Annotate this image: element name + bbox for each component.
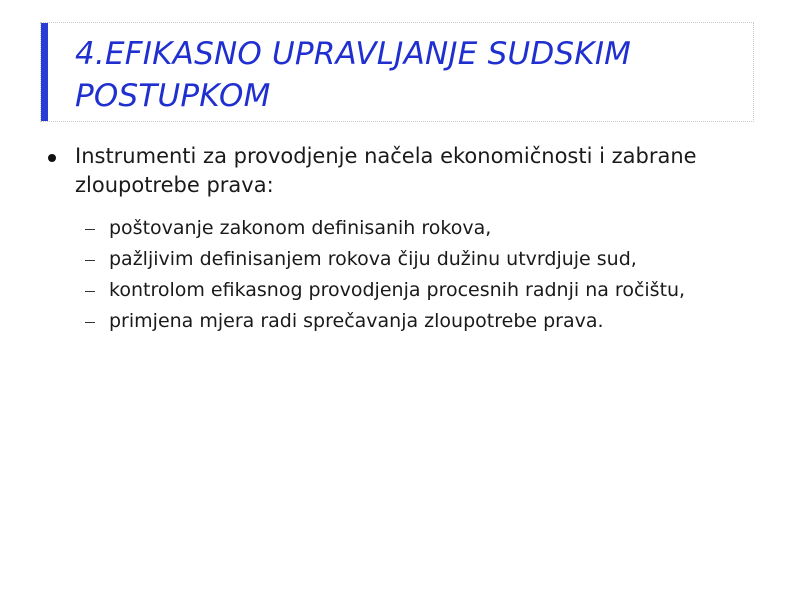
- title-box: [40, 22, 754, 122]
- list-item: [48, 216, 748, 241]
- title-accent-bar: [41, 23, 48, 121]
- list-item: [48, 278, 748, 303]
- dash-icon: [85, 291, 95, 292]
- list-item: [48, 309, 748, 334]
- bullet-dot-icon: [48, 154, 56, 162]
- sub-item-text: primjena mjera radi sprečavanja zloupotrebe prava.: [109, 310, 604, 332]
- list-item: [48, 247, 748, 272]
- dash-icon: [85, 229, 95, 230]
- dash-icon: [85, 260, 95, 261]
- sub-item-text: pažljivim definisanjem rokova čiju dužinu utvrdjuje sud,: [109, 248, 637, 270]
- main-bullet-text: Instrumenti za provodjenje načela ekonomičnosti i zabrane zloupotrebe prava:: [75, 144, 697, 197]
- dash-icon: [85, 322, 95, 323]
- sub-item-text: poštovanje zakonom definisanih rokova,: [109, 217, 492, 239]
- main-bullet: [48, 142, 748, 200]
- sub-bullet-list: [48, 216, 748, 334]
- slide-content: [48, 142, 748, 340]
- sub-item-text: kontrolom efikasnog provodjenja procesnih radnji na ročištu,: [109, 279, 686, 301]
- slide-title: 4.EFIKASNO UPRAVLJANJE SUDSKIM POSTUPKOM: [75, 36, 632, 114]
